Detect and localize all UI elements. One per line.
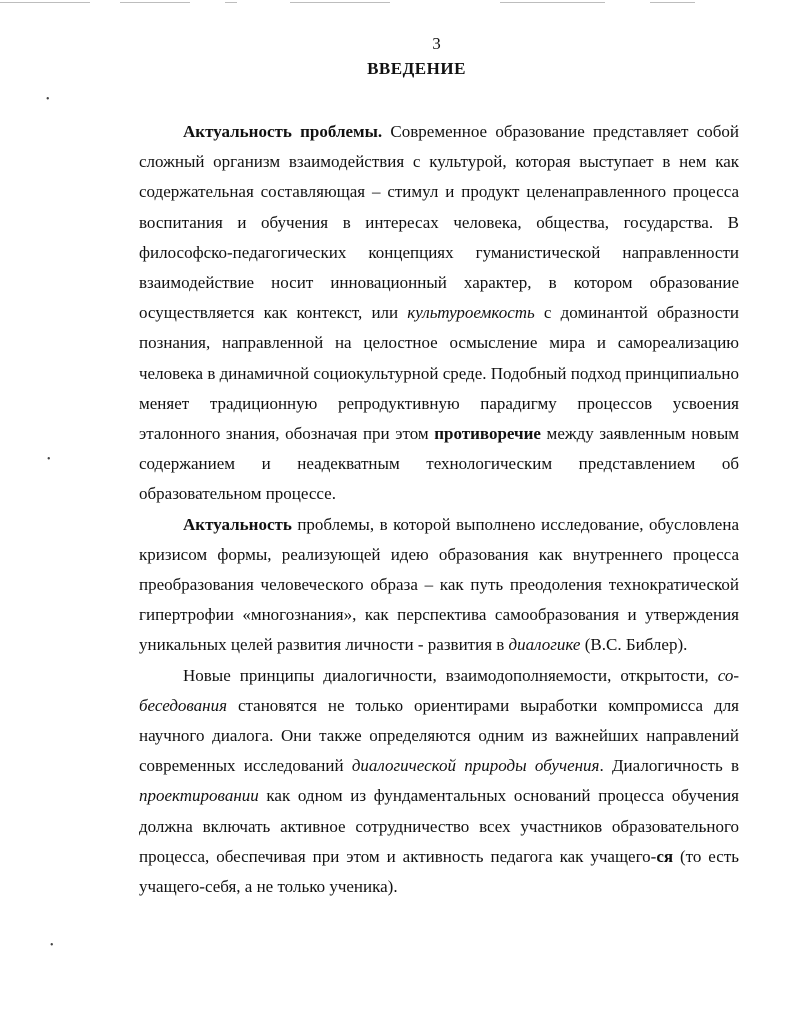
bold-term: противоречие: [434, 424, 541, 444]
italic-term: диалогике: [508, 635, 581, 655]
text-run: как одном из фундаментальных оснований процесса обучения должна включать активное сотрудничество всех участников образовательного процесса, обеспечивая при этом и активность педагога как учащего-: [139, 786, 739, 866]
text-run: (то есть учащего-себя, а не только ученика).: [139, 846, 740, 897]
bold-term: Актуальность: [183, 514, 292, 534]
italic-term: диалогической природы обучения: [351, 756, 600, 776]
text-run: . Диалогичность в: [599, 756, 739, 776]
italic-term: проектировании: [139, 786, 259, 806]
text-run: проблемы, в которой выполнено исследование, обусловлена кризисом формы, реализующей идею образования как внутреннего процесса преобразования человеческого образа – как путь преодоления технократической гипертрофии «многознания», как перспектива самообразования и утверждения уникальных целей развития личности - развития в: [139, 514, 739, 655]
bold-term: Актуальность проблемы.: [183, 122, 383, 141]
text-run: становятся не только ориентирами выработки компромисса для научного диалога. Они также определяются одним из важнейших направлений современных исследований: [139, 695, 739, 776]
scan-edge-top: [0, 0, 795, 6]
paragraph-1: [139, 117, 739, 510]
paragraph-2: [139, 510, 739, 661]
scan-speck: •: [46, 94, 50, 105]
italic-term: культуроемкость: [407, 303, 535, 323]
italic-term: со-беседования: [139, 665, 739, 715]
scan-speck: •: [50, 940, 54, 951]
text-run: Современное образование представляет собой сложный организм взаимодействия с культурой, которая выступает в нем как содержательная составляющая – стимул и продукт целенаправленного процесса воспитания и обучения в интересах человека, общества, государства. В философско-педагогических концепциях гуманистической направленности взаимодействие носит инновационный характер, в котором образование осуществляется как контекст, или: [139, 122, 740, 323]
scan-speck: •: [47, 454, 51, 465]
page-title: ВВЕДЕНИЕ: [367, 59, 466, 78]
text-run: с доминантой образности познания, направленной на целостное осмысление мира и самореализацию человека в динамичной социокультурной среде. Подобный подход принципиально меняет традиционную репродуктивную парадигму процессов усвоения эталонного знания, обозначая при этом: [139, 303, 739, 444]
bold-term: ся: [656, 846, 674, 866]
paragraph-3: [139, 661, 739, 903]
text-run: (В.С. Библер).: [580, 635, 688, 655]
text-run: Новые принципы диалогичности, взаимодополняемости, открытости,: [183, 665, 718, 685]
page-number: 3: [432, 34, 441, 53]
text-run: между заявленным новым содержанием и неадекватным технологическим представлением об образовательном процессе.: [139, 424, 739, 504]
body-text: [139, 117, 739, 902]
